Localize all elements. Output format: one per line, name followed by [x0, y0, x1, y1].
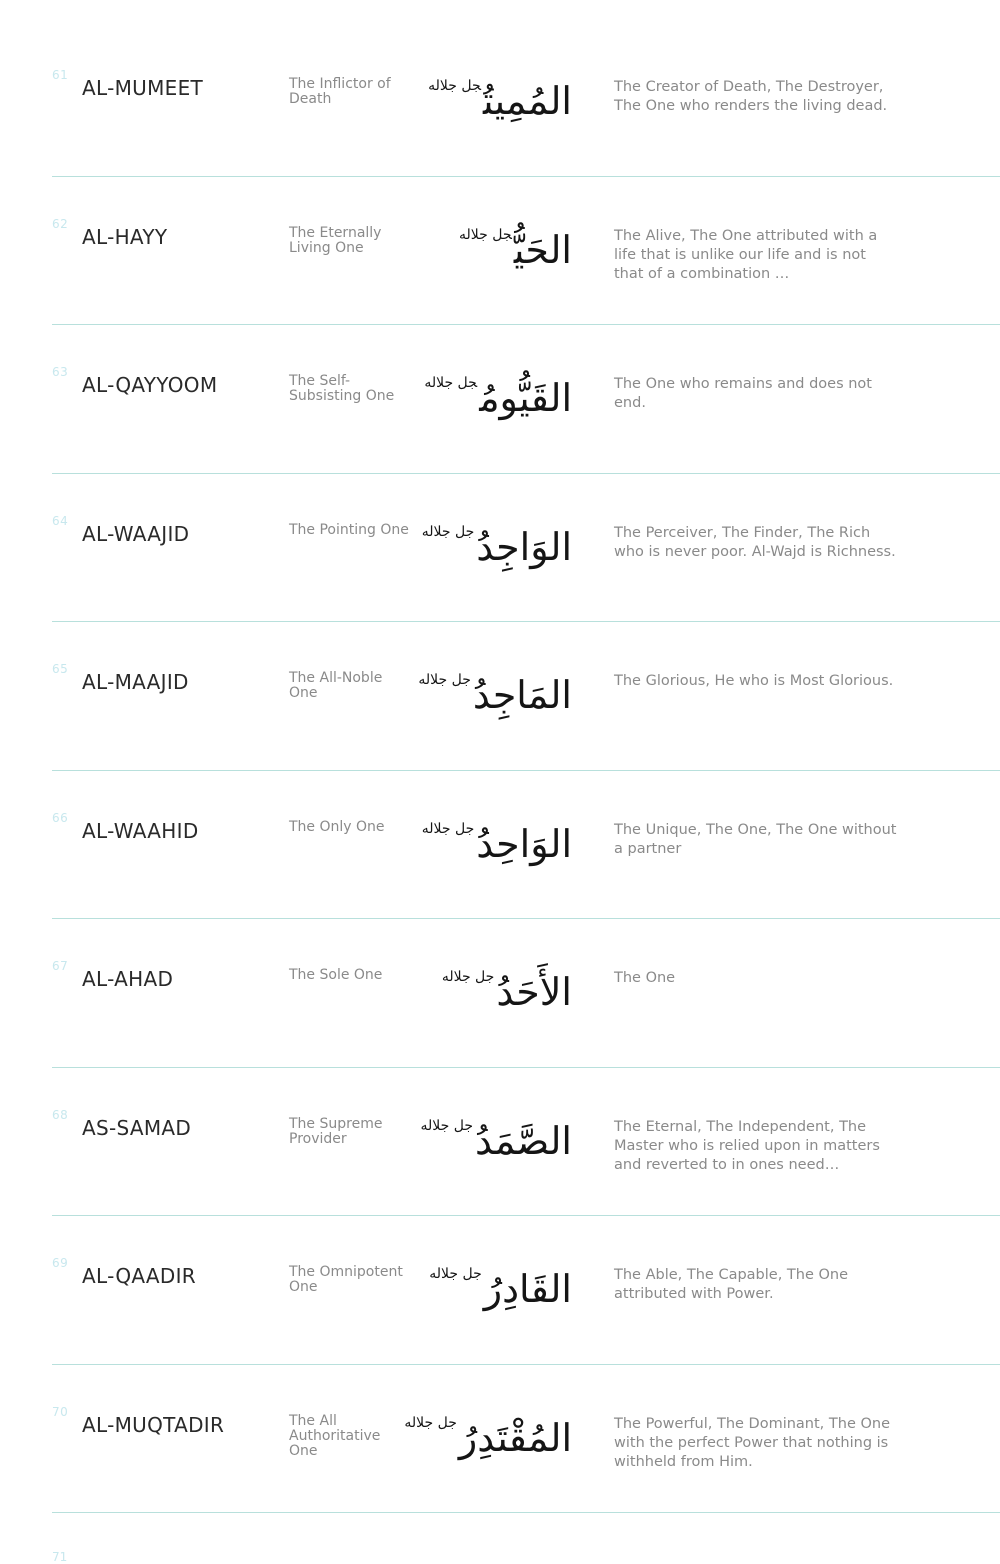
calligraphy [420, 1106, 572, 1176]
calligraphy [429, 1254, 572, 1324]
calligraphy [421, 512, 572, 582]
name-row-70 [52, 1365, 1000, 1514]
calligraphy-text: القَادِرُ [483, 1267, 572, 1311]
calligraphy-text: الوَاحِدُ [476, 821, 572, 866]
row-number: 63 [52, 365, 69, 379]
names-list [52, 28, 1000, 1513]
row-description: The Powerful, The Dominant, The One with the perfect Power that nothing is withheld from Him. [614, 1415, 890, 1470]
row-meaning: The All-Noble One [289, 670, 383, 701]
row-description: The One [614, 970, 676, 986]
row-number: 64 [52, 513, 69, 528]
row-meaning: The Pointing One [289, 521, 409, 538]
row-meaning: The Eternally Living One [289, 224, 382, 256]
calligraphy-text: الحَيُّ [513, 227, 572, 272]
row-title[interactable]: AL-QAADIR [82, 1264, 196, 1288]
row-title[interactable]: AL-HAYY [82, 224, 168, 249]
calligraphy-text: الأَحَدُ [496, 970, 572, 1014]
calligraphy-text: الصَّمَدُ [474, 1118, 572, 1163]
row-title[interactable]: AL-MUMEET [82, 76, 204, 100]
row-meaning: The Supreme Provider [289, 1115, 383, 1147]
honorific-mark: جل جلاله [421, 820, 475, 837]
name-row-66 [52, 771, 1000, 920]
name-row-69 [52, 1216, 1000, 1365]
row-description: The Able, The Capable, The One attributed with Power. [614, 1267, 849, 1302]
row-description: The Alive, The One attributed with a life that is unlike our life and is not that of a combination … [614, 227, 878, 282]
honorific-mark: جل جلاله [420, 1117, 473, 1134]
row-meaning: The Sole One [289, 967, 383, 983]
honorific-mark: جل جلاله [421, 523, 475, 540]
name-row-65 [52, 622, 1000, 771]
row-number: 68 [52, 1107, 69, 1122]
row-meaning: The All Authoritative One [289, 1412, 381, 1459]
calligraphy-text: المُقْتَدِرُ [458, 1415, 572, 1460]
name-row-61 [52, 28, 1000, 177]
honorific-mark: جل جلاله [404, 1414, 457, 1431]
honorific-mark: جل جلاله [429, 1266, 482, 1282]
row-meaning: The Inflictor of Death [289, 76, 391, 107]
calligraphy-text: الوَاجِدُ [476, 524, 572, 569]
row-title[interactable]: AL-WAAJID [82, 521, 190, 546]
row-description: The Glorious, He who is Most Glorious. [614, 673, 894, 689]
row-number: 61 [52, 68, 69, 82]
row-title[interactable]: AL-WAAHID [82, 818, 199, 843]
name-row-62 [52, 177, 1000, 326]
row-number: 65 [52, 662, 69, 676]
row-title[interactable]: AL-AHAD [82, 967, 174, 991]
calligraphy-text: القَيُّومُ [479, 376, 572, 420]
calligraphy-text: المُمِيتُ [482, 79, 572, 123]
honorific-mark: جل جلاله [418, 672, 471, 688]
row-meaning: The Self-Subsisting One [289, 373, 395, 404]
calligraphy [404, 1403, 572, 1473]
row-description: The Creator of Death, The Destroyer, The One who renders the living dead. [614, 79, 888, 114]
row-meaning: The Only One [289, 818, 385, 835]
honorific-mark: جل جلاله [458, 226, 512, 243]
calligraphy [432, 215, 572, 285]
row-meaning: The Omnipotent One [289, 1264, 403, 1295]
row-title[interactable]: AL-QAYYOOM [82, 373, 218, 397]
row-description: The Unique, The One, The One without a partner [614, 821, 897, 857]
calligraphy [432, 957, 572, 1027]
name-row-68 [52, 1068, 1000, 1217]
name-row-63 [52, 325, 1000, 474]
row-description: The Eternal, The Independent, The Master who is relied upon in matters and reverted to in ones need… [614, 1118, 880, 1173]
row-number: 69 [52, 1256, 69, 1270]
next-row-number: 71 [52, 1550, 68, 1564]
row-title[interactable]: AS-SAMAD [82, 1115, 192, 1140]
calligraphy [421, 809, 572, 879]
calligraphy [428, 66, 572, 136]
calligraphy [418, 660, 572, 730]
name-row-64 [52, 474, 1000, 623]
row-number: 62 [52, 216, 69, 231]
row-description: The One who remains and does not end. [614, 376, 872, 411]
row-number: 66 [52, 810, 69, 825]
row-number: 67 [52, 959, 69, 973]
row-title[interactable]: AL-MUQTADIR [82, 1412, 225, 1437]
honorific-mark: جل جلاله [424, 375, 478, 391]
name-row-67 [52, 919, 1000, 1068]
row-title[interactable]: AL-MAAJID [82, 670, 189, 694]
honorific-mark: جل جلاله [428, 78, 481, 94]
row-number: 70 [52, 1404, 69, 1419]
calligraphy-text: المَاجِدُ [472, 673, 572, 717]
row-description: The Perceiver, The Finder, The Rich who is never poor. Al-Wajd is Richness. [614, 524, 896, 560]
calligraphy [424, 363, 572, 433]
honorific-mark: جل جلاله [441, 969, 495, 985]
